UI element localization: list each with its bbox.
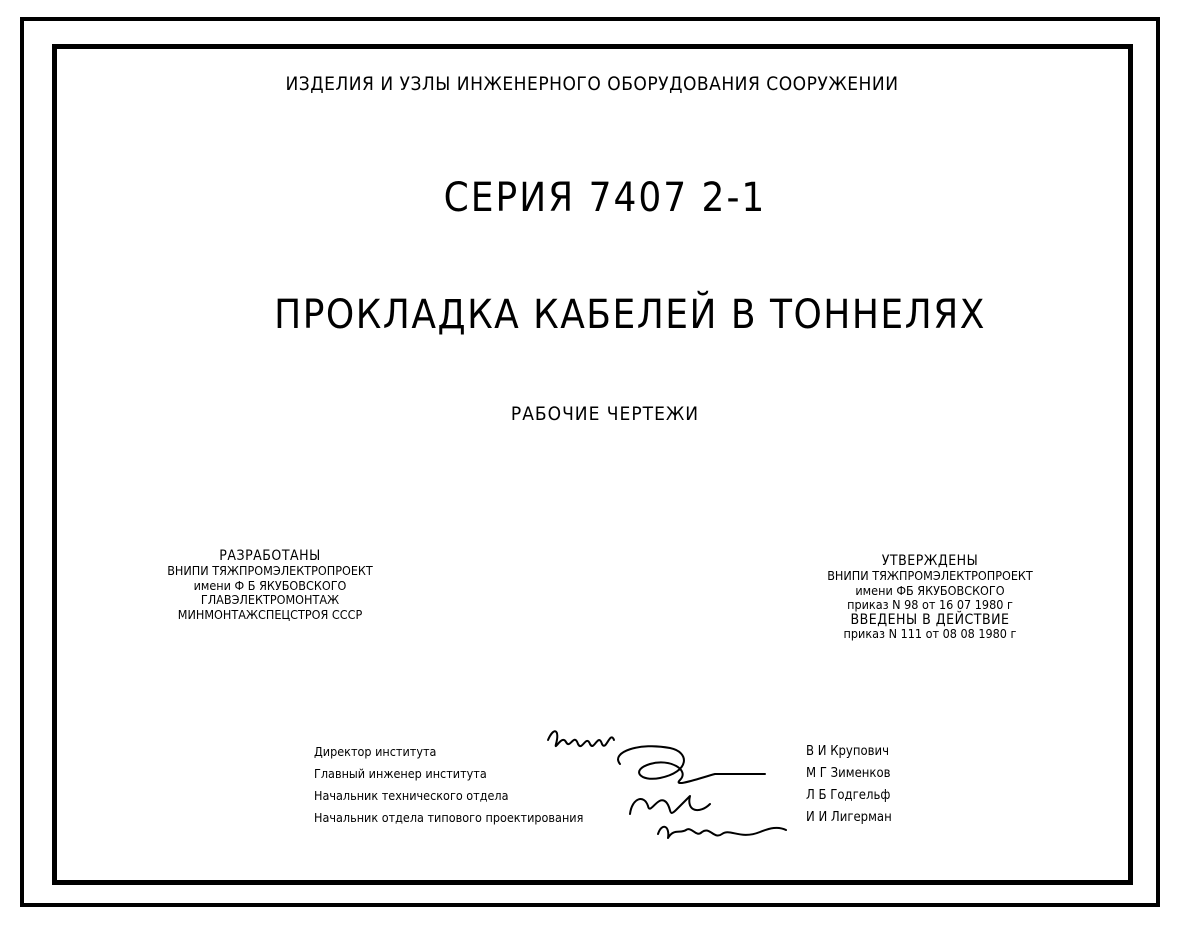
signatory-names [806,741,892,829]
developed-line: МИНМОНТАЖСПЕЦСТРОЯ СССР [177,606,363,622]
developed-line: ВНИПИ ТЯЖПРОМЭЛЕКТРОПРОЕКТ [167,563,373,578]
signatory-position: Директор института [314,744,437,759]
signatory-name: И И Лигерман [806,810,892,825]
document-subtitle: РАБОЧИЕ ЧЕРТЕЖИ [510,403,700,425]
approved-line: имени ФБ ЯКУБОВСКОГО [855,582,1005,598]
developed-line: ГЛАВЭЛЕКТРОМОНТАЖ [200,592,340,607]
developed-heading: РАЗРАБОТАНЫ [219,548,321,564]
category-heading: ИЗДЕЛИЯ И УЗЛЫ ИНЖЕНЕРНОГО ОБОРУДОВАНИЯ СООРУЖЕНИИ [285,73,899,95]
enacted-order: приказ N 111 от 08 08 1980 г [843,626,1017,641]
signature-chief-engineer [618,746,765,783]
signatory-name: М Г Зименков [806,766,891,781]
approved-by-block [780,553,1080,642]
approved-heading: УТВЕРЖДЕНЫ [881,553,979,569]
handwritten-signatures [540,722,800,852]
signatory-position: Главный инженер института [314,766,487,781]
approved-line: ВНИПИ ТЯЖПРОМЭЛЕКТРОПРОЕКТ [827,568,1033,583]
developed-by-block [120,548,420,622]
enacted-heading: ВВЕДЕНЫ В ДЕЙСТВИЕ [850,611,1010,628]
series-number: СЕРИЯ 7407 2-1 [443,175,767,221]
signatory-position: Начальник технического отдела [314,788,509,803]
signature-typical-design-head [658,827,786,838]
document-title: ПРОКЛАДКА КАБЕЛЕЙ В ТОННЕЛЯХ [274,292,986,338]
approved-order: приказ N 98 от 16 07 1980 г [847,597,1013,612]
signature-technical-head [630,796,710,814]
signatory-position: Начальник отдела типового проектирования [314,810,584,825]
signatory-name: Л Б Годгельф [806,788,891,803]
signature-director [548,731,614,746]
signatory-name: В И Крупович [806,744,890,759]
developed-line: имени Ф Б ЯКУБОВСКОГО [193,577,347,593]
